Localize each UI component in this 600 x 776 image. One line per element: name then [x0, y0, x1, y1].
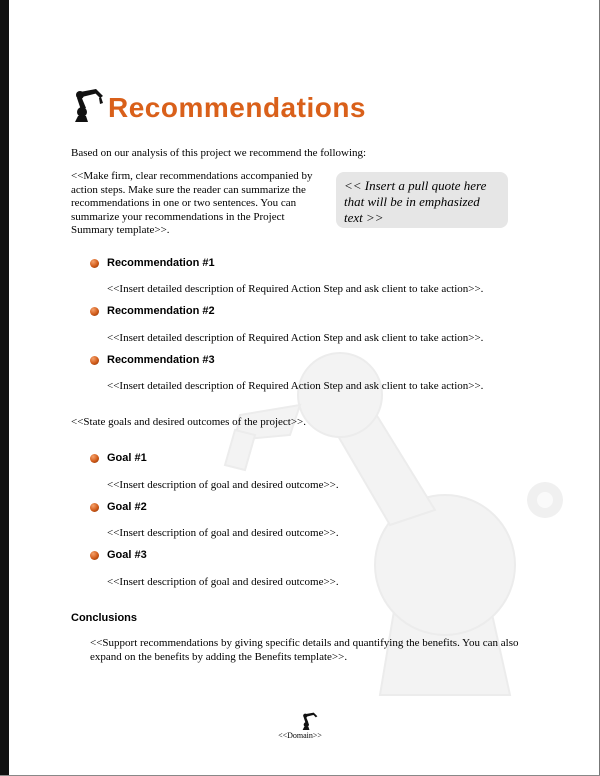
- goal-item: [90, 501, 147, 513]
- pull-quote-text: << Insert a pull quote here that will be in emphasized text >>: [344, 178, 487, 225]
- bullet-icon: [90, 454, 99, 463]
- recommendation-detail: <<Insert detailed description of Required Action Step and ask client to take action>>.: [107, 380, 484, 392]
- recommendation-label: Recommendation #3: [107, 354, 215, 366]
- conclusions-text: <<Support recommendations by giving specific details and quantifying the benefits. You can also expand on the benefits by adding the Benefits template>>.: [90, 637, 519, 663]
- bullet-icon: [90, 307, 99, 316]
- footer-domain: <<Domain>>: [278, 731, 322, 740]
- recommendation-item: [90, 354, 215, 366]
- recommendation-detail: <<Insert detailed description of Required Action Step and ask client to take action>>.: [107, 283, 484, 295]
- goal-detail: <<Insert description of goal and desired outcome>>.: [107, 479, 339, 491]
- goal-detail: <<Insert description of goal and desired outcome>>.: [107, 527, 339, 539]
- goal-label: Goal #1: [107, 452, 147, 464]
- instruction-text: <<Make firm, clear recommendations accompanied by action steps. Make sure the reader can summarize the recommendations in one or two sentences. You can summarize your recommendations in the Project Summary template>>.: [71, 170, 313, 236]
- recommendation-detail: <<Insert detailed description of Required Action Step and ask client to take action>>.: [107, 332, 484, 344]
- conclusions-heading: Conclusions: [71, 612, 138, 624]
- page-border-left: [0, 0, 9, 776]
- page-title: Recommendations: [108, 92, 366, 123]
- page-header: [72, 80, 366, 124]
- recommendation-label: Recommendation #1: [107, 257, 215, 269]
- recommendation-label: Recommendation #2: [107, 305, 215, 317]
- goals-intro-text: <<State goals and desired outcomes of the project>>.: [71, 416, 306, 428]
- footer-robot-arm-icon: [300, 711, 320, 731]
- bullet-icon: [90, 551, 99, 560]
- goal-item: [90, 452, 147, 464]
- recommendation-item: [90, 257, 215, 269]
- robot-arm-logo-icon: [72, 86, 106, 124]
- recommendation-item: [90, 305, 215, 317]
- bullet-icon: [90, 259, 99, 268]
- bullet-icon: [90, 356, 99, 365]
- pull-quote: [336, 172, 508, 228]
- goal-item: [90, 549, 147, 561]
- goal-label: Goal #2: [107, 501, 147, 513]
- goal-detail: <<Insert description of goal and desired outcome>>.: [107, 576, 339, 588]
- bullet-icon: [90, 503, 99, 512]
- goal-label: Goal #3: [107, 549, 147, 561]
- intro-text: Based on our analysis of this project we recommend the following:: [71, 147, 367, 159]
